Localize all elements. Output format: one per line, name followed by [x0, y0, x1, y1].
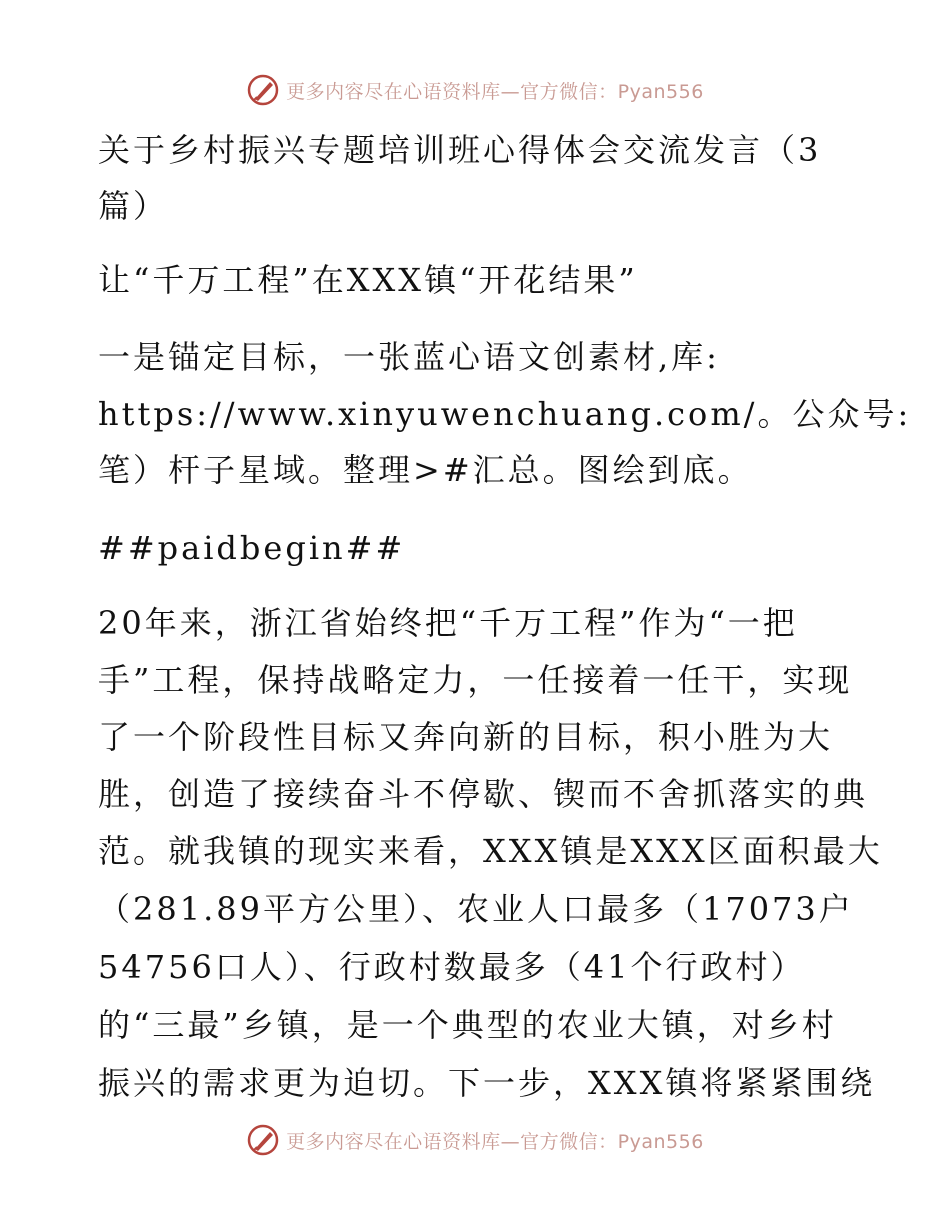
paid-marker: ##paidbegin## [98, 529, 406, 567]
quill-pen-circle-icon [246, 73, 280, 107]
watermark-header [0, 70, 950, 110]
body-line-2: 手”工程，保持战略定力，一任接着一任干，实现 [98, 661, 853, 699]
body-line-8: 的“三最”乡镇，是一个典型的农业大镇，对乡村 [98, 1006, 837, 1044]
section-line-1: 一是锚定目标，一张蓝心语文创素材,库: [98, 338, 720, 376]
body-line-6: （281.89平方公里）、农业人口最多（17073户 [98, 890, 854, 928]
body-line-7: 54756口人）、行政村数最多（41个行政村） [98, 948, 806, 986]
body-line-4: 胜，创造了接续奋斗不停歇、锲而不舍抓落实的典 [98, 775, 869, 813]
body-line-5: 范。就我镇的现实来看，XXX镇是XXX区面积最大 [98, 832, 883, 870]
body-line-1: 20年来，浙江省始终把“千万工程”作为“一把 [98, 604, 798, 642]
section-line-3: 笔）杆子星域。整理>#汇总。图绘到底。 [98, 451, 753, 489]
section-line-2: https://www.xinyuwenchuang.com/。公众号: [98, 395, 912, 433]
quill-pen-circle-icon [246, 1123, 280, 1157]
watermark-text: 更多内容尽在心语资料库—官方微信：Pyan556 [286, 1130, 704, 1153]
body-line-3: 了一个阶段性目标又奔向新的目标，积小胜为大 [98, 718, 834, 756]
document-title-line-1: 关于乡村振兴专题培训班心得体会交流发言（3 [98, 131, 822, 169]
watermark-text: 更多内容尽在心语资料库—官方微信：Pyan556 [286, 80, 704, 103]
watermark-footer [0, 1120, 950, 1160]
body-line-9: 振兴的需求更为迫切。下一步，XXX镇将紧紧围绕 [98, 1064, 876, 1102]
document-title-line-2: 篇） [98, 187, 169, 225]
document-subtitle: 让“千万工程”在XXX镇“开花结果” [98, 261, 638, 299]
